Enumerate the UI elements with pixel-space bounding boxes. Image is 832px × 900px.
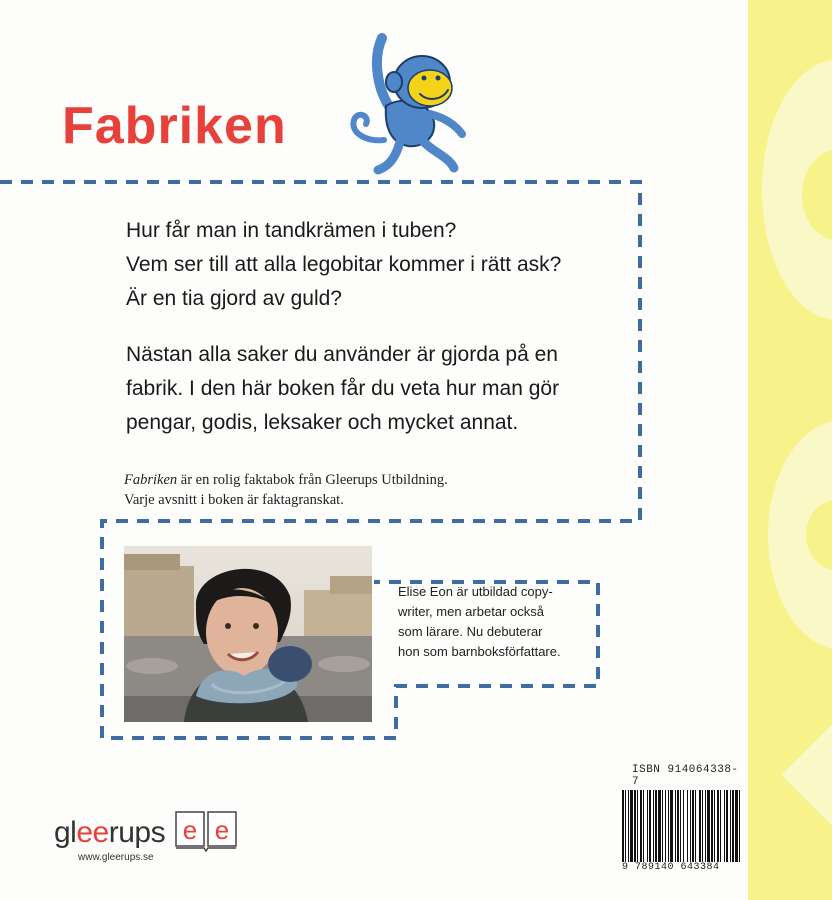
barcode-bar	[714, 790, 715, 862]
barcode-bars	[620, 790, 744, 862]
ean-number: 9 789140 643384	[622, 862, 720, 873]
questions-paragraph	[126, 214, 561, 316]
publisher-name: gleerups	[54, 816, 166, 849]
barcode-bar	[705, 790, 706, 862]
author-photo	[124, 546, 372, 722]
barcode-bar	[643, 790, 644, 862]
barcode-bar	[628, 790, 629, 862]
publisher-logo	[54, 808, 240, 852]
open-book-icon	[174, 808, 240, 852]
barcode-bar	[726, 790, 728, 862]
barcode-bar	[665, 790, 666, 862]
isbn-label: ISBN 914064338-7	[632, 764, 739, 788]
barcode-bar	[670, 790, 673, 862]
barcode-bar	[662, 790, 663, 862]
series-line1: är en rolig faktabok från Gleerups Utbildning.	[177, 472, 448, 488]
spine-diamond	[781, 711, 832, 838]
barcode-bar	[724, 790, 725, 862]
series-line2: Varje avsnitt i boken är faktagranskat.	[124, 492, 344, 508]
barcode-bar	[622, 790, 624, 862]
barcode-bar	[692, 790, 694, 862]
question-line: Hur får man in tandkrämen i tuben?	[126, 219, 457, 242]
intro-paragraph	[126, 338, 559, 440]
barcode-bar	[649, 790, 651, 862]
bio-line: som lärare. Nu debuterar	[398, 624, 543, 639]
barcode-bar	[630, 790, 633, 862]
barcode-bar	[658, 790, 661, 862]
barcode-bar	[695, 790, 696, 862]
barcode-bar	[720, 790, 721, 862]
barcode-bar	[634, 790, 636, 862]
cover-spine	[748, 0, 832, 900]
series-blurb	[124, 470, 448, 510]
barcode-bar	[668, 790, 669, 862]
barcode-bar	[680, 790, 681, 862]
barcode-bar	[732, 790, 734, 862]
question-line: Vem ser till att alla legobitar kommer i rätt ask?	[126, 253, 562, 276]
barcode-bar	[707, 790, 710, 862]
badge-letter: e	[182, 815, 197, 845]
barcode-bar	[647, 790, 648, 862]
intro-line: fabrik. I den här boken får du veta hur man gör	[126, 377, 560, 400]
barcode-bar	[640, 790, 642, 862]
barcode-bar	[739, 790, 740, 862]
barcode-bar	[687, 790, 688, 862]
barcode-bar	[683, 790, 684, 862]
barcode-bar	[735, 790, 738, 862]
intro-line: pengar, godis, leksaker och mycket annat.	[126, 411, 519, 434]
barcode-bar	[717, 790, 719, 862]
barcode-bar	[675, 790, 676, 862]
barcode-bar	[702, 790, 703, 862]
publisher-url: www.gleerups.se	[78, 852, 154, 863]
barcode-bar	[637, 790, 638, 862]
bio-line: Elise Eon är utbildad copy-	[398, 584, 553, 599]
intro-line: Nästan alla saker du använder är gjorda på en	[126, 343, 558, 366]
barcode-bar	[625, 790, 626, 862]
barcode-bar	[677, 790, 679, 862]
barcode-bar	[653, 790, 654, 862]
badge-letter: e	[214, 815, 229, 845]
series-title: Fabriken	[124, 472, 178, 488]
barcode-bar	[699, 790, 701, 862]
question-line: Är en tia gjord av guld?	[126, 287, 342, 310]
barcode-bar	[730, 790, 731, 862]
bio-line: hon som barnboksförfattare.	[398, 644, 561, 659]
barcode-bar	[690, 790, 691, 862]
barcode	[620, 764, 744, 874]
barcode-bar	[655, 790, 657, 862]
barcode-bar	[711, 790, 713, 862]
author-bio	[398, 582, 598, 662]
book-title: Fabriken	[62, 97, 287, 155]
bio-line: writer, men arbetar också	[398, 604, 544, 619]
